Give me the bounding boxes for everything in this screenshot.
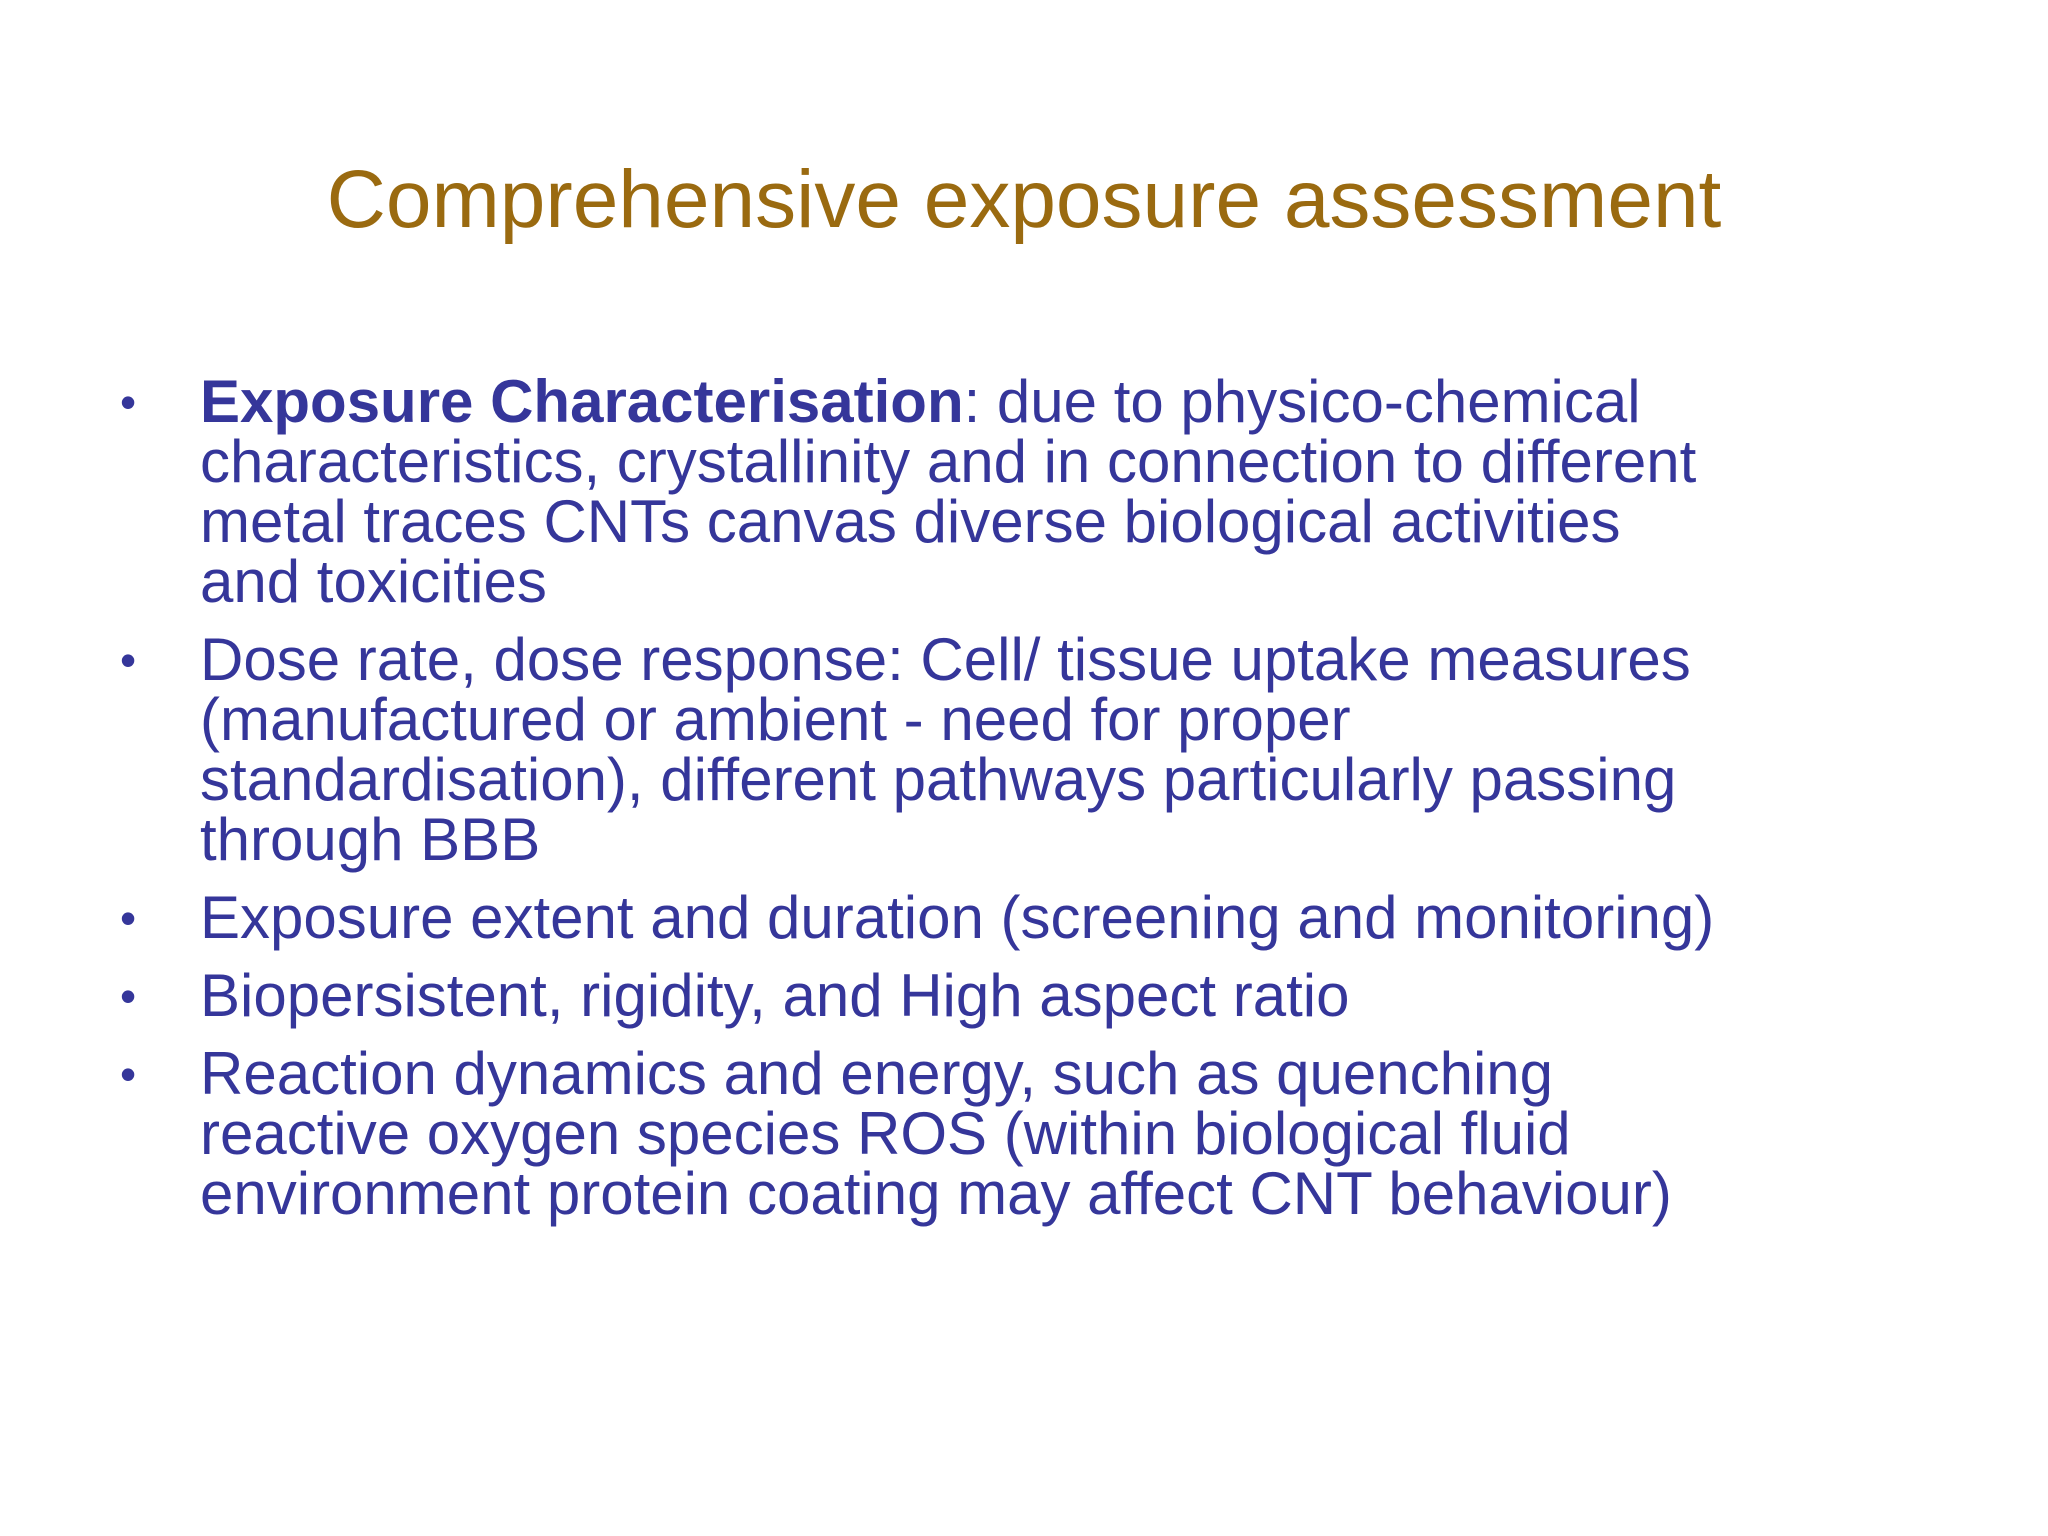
bullet-line: metal traces CNTs canvas diverse biological activities	[200, 488, 1621, 555]
bullet-line: characteristics, crystallinity and in connection to different	[200, 428, 1697, 495]
bullet-line: (manufactured or ambient - need for proper	[200, 686, 1351, 753]
bullet-line: Dose rate, dose response: Cell/ tissue uptake measures	[200, 626, 1691, 693]
bullet-item-reaction-dynamics	[120, 1040, 2020, 1227]
bullet-line: environment protein coating may affect CNT behaviour)	[200, 1160, 1672, 1227]
bullet-line: and toxicities	[200, 548, 547, 615]
bullet-line: reactive oxygen species ROS (within biological fluid	[200, 1100, 1571, 1167]
bullet-list	[120, 368, 2020, 1242]
bullet-line: Exposure extent and duration (screening and monitoring)	[200, 884, 1715, 951]
bullet-line	[200, 368, 2020, 435]
slide-title: Comprehensive exposure assessment	[326, 154, 1722, 245]
bullet-item-dose-rate	[120, 626, 2020, 873]
bullet-icon: •	[120, 1048, 137, 1100]
bullet-line: Reaction dynamics and energy, such as quenching	[200, 1040, 1554, 1107]
bullet-item-exposure-characterisation	[120, 368, 2020, 615]
bullet-bold-lead: Exposure Characterisation	[200, 368, 964, 435]
bullet-item-exposure-extent	[120, 884, 2020, 951]
bullet-text: : due to physico-chemical	[963, 368, 1641, 435]
bullet-icon: •	[120, 376, 137, 428]
bullet-line: Biopersistent, rigidity, and High aspect ratio	[200, 962, 1350, 1029]
bullet-icon: •	[120, 970, 137, 1022]
bullet-line: standardisation), different pathways particularly passing	[200, 746, 1677, 813]
bullet-icon: •	[120, 892, 137, 944]
bullet-item-biopersistent	[120, 962, 2020, 1029]
bullet-line: through BBB	[200, 806, 541, 873]
bullet-icon: •	[120, 634, 137, 686]
